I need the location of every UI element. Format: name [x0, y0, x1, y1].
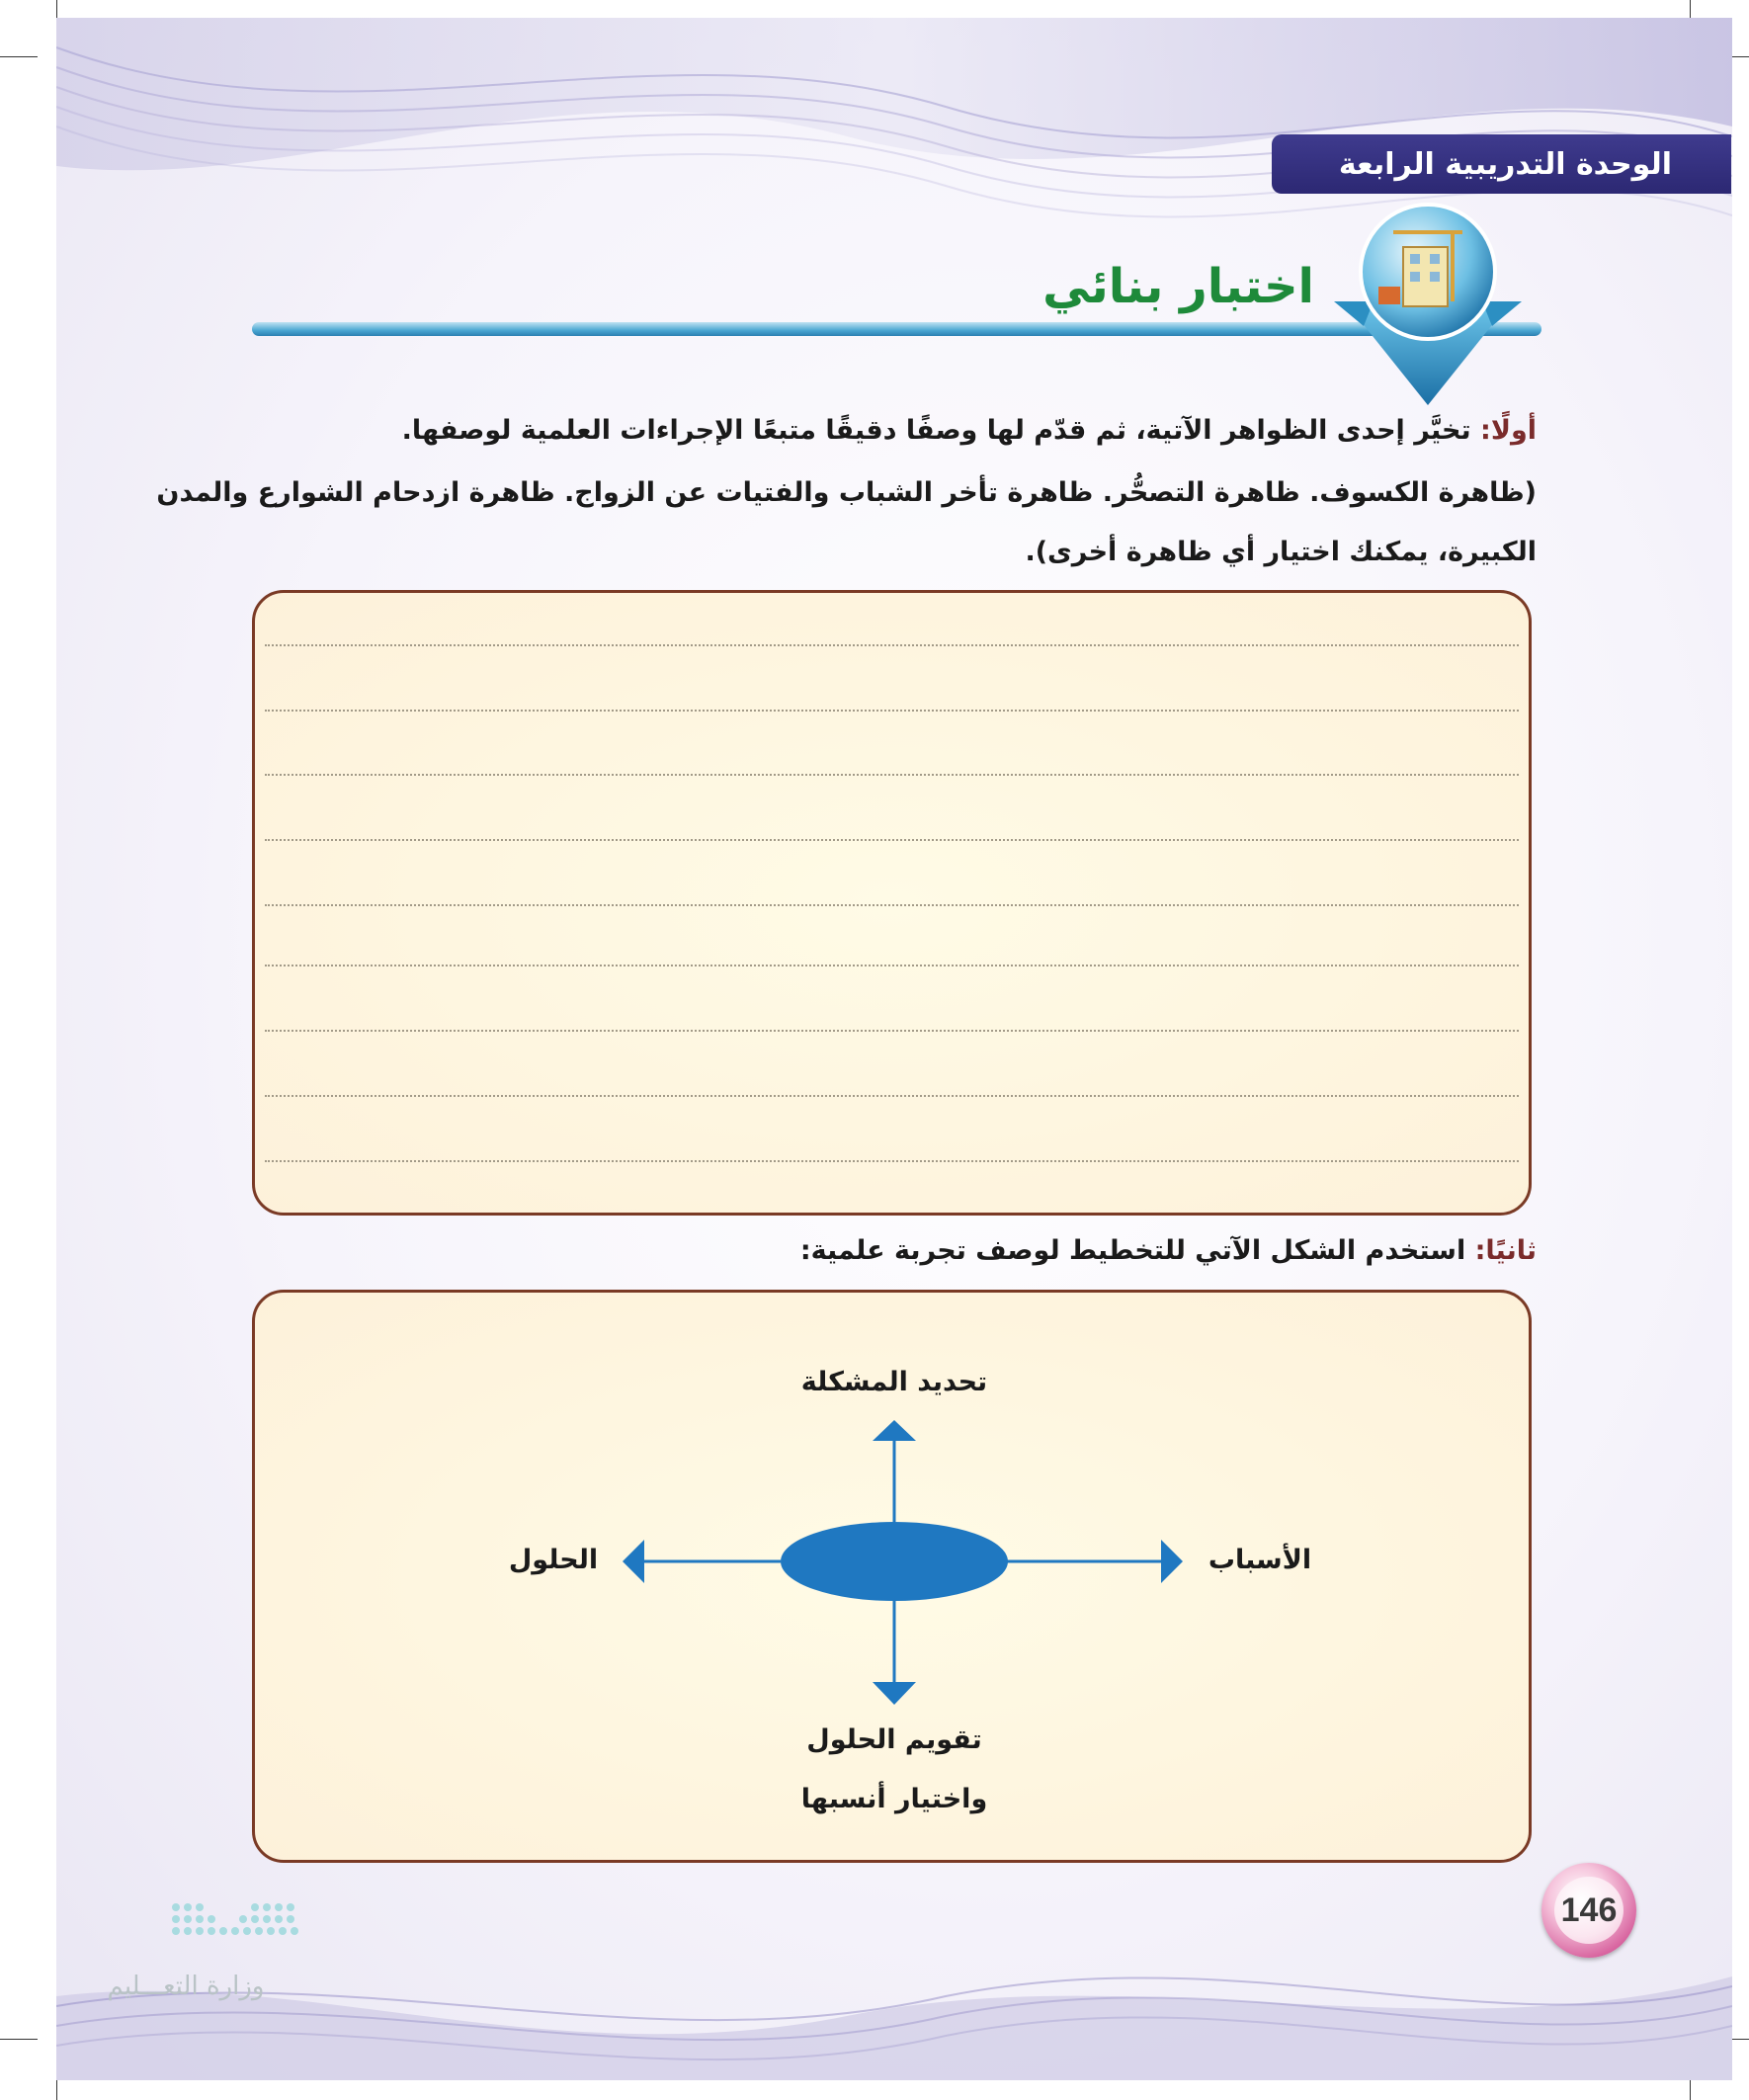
- arrow-down-head: [873, 1682, 916, 1705]
- diagram-label-bottom-2: واختيار أنسبها: [800, 1784, 988, 1814]
- unit-tab-label: الوحدة التدريبية الرابعة: [1338, 146, 1672, 182]
- question1-label: أولًا:: [1480, 415, 1537, 446]
- diagram-label-right: الأسباب: [1208, 1545, 1312, 1575]
- question2-text: استخدم الشكل الآتي للتخطيط لوصف تجربة علمية:: [799, 1235, 1466, 1266]
- arrow-left-head: [623, 1540, 644, 1583]
- question1-line3: الكبيرة، يمكنك اختيار أي ظاهرة أخرى).: [1025, 537, 1537, 567]
- arrow-up-head: [873, 1420, 916, 1441]
- diagram-label-top: تحديد المشكلة: [800, 1367, 988, 1397]
- diagram-label-left: الحلول: [508, 1545, 599, 1575]
- ministry-name: وزارة التعـــليم: [107, 1972, 265, 2001]
- question2-label: ثانيًا:: [1474, 1235, 1537, 1266]
- page-number-badge: [1541, 1863, 1636, 1958]
- section-title: اختبار بنائي: [1042, 259, 1314, 314]
- question1-line2: (ظاهرة الكسوف. ظاهرة التصحُّر. ظاهرة تأخر الشباب والفتيات عن الزواج. ظاهرة ازدحام الشوارع والمدن: [156, 477, 1537, 508]
- page-number: 146: [1554, 1877, 1624, 1944]
- diagram-label-bottom-1: تقويم الحلول: [806, 1724, 982, 1755]
- center-ellipse: [781, 1522, 1008, 1601]
- question1-text: تخيَّر إحدى الظواهر الآتية، ثم قدّم لها وصفًا دقيقًا متبعًا الإجراءات العلمية لوصفها.: [401, 415, 1471, 446]
- arrow-right-head: [1161, 1540, 1183, 1583]
